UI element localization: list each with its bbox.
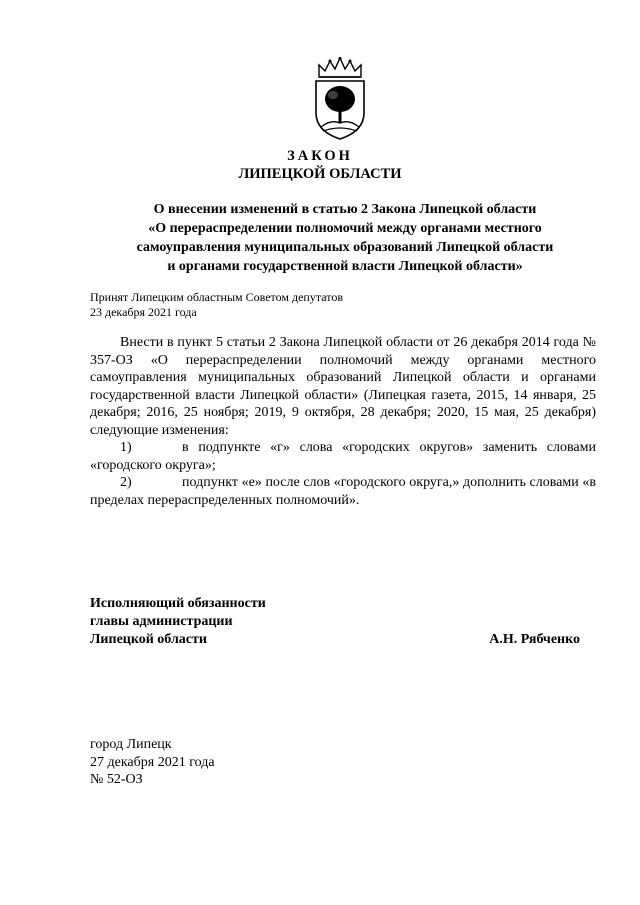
item-number: 2) bbox=[120, 475, 132, 490]
law-title bbox=[90, 200, 600, 276]
law-body bbox=[90, 334, 596, 509]
signatory-name: А.Н. Рябченко bbox=[489, 632, 580, 647]
item-text: подпункт «е» после слов «городского округа,» дополнить словами «в пределах перераспределенных полномочий». bbox=[90, 475, 596, 508]
law-title-line: «О перераспределении полномочий между органами местного bbox=[148, 221, 542, 236]
signature-block bbox=[90, 595, 590, 649]
body-intro: Внести в пункт 5 статьи 2 Закона Липецкой области от 26 декабря 2014 года № 357-ОЗ «О перераспределении полномочий между органами местного самоуправления муниципальных образований Липецкой области и органами государственной власти Липецкой области» (Липецкая газета, 2015, 14 января, 25 декабря; 2016, 25 ноября; 2019, 9 октября, 28 декабря; 2020, 15 мая, 25 декабря) следующие изменения: bbox=[90, 335, 596, 438]
law-title-line: самоуправления муниципальных образований Липецкой области bbox=[136, 240, 554, 255]
law-title-line: и органами государственной власти Липецкой области» bbox=[167, 259, 523, 274]
adoption-date: 23 декабря 2021 года bbox=[90, 305, 197, 319]
law-title-line: О внесении изменений в статью 2 Закона Липецкой области bbox=[153, 202, 537, 217]
item-number: 1) bbox=[120, 440, 132, 455]
region-title: ЛИПЕЦКОЙ ОБЛАСТИ bbox=[238, 166, 402, 182]
footer-city: город Липецк bbox=[90, 737, 172, 752]
signatory-position: Липецкой области bbox=[90, 632, 207, 647]
list-item bbox=[90, 439, 596, 474]
list-item bbox=[90, 474, 596, 509]
document-type-title: ЗАКОН bbox=[287, 148, 353, 164]
footer-date: 27 декабря 2021 года bbox=[90, 754, 215, 770]
signatory-position: Исполняющий обязанности bbox=[90, 596, 266, 611]
adoption-body: Принят Липецким областным Советом депутатов bbox=[90, 290, 344, 304]
coat-of-arms-icon bbox=[313, 57, 367, 141]
footer-number: № 52-ОЗ bbox=[90, 772, 143, 787]
signatory-position: главы администрации bbox=[90, 614, 233, 629]
item-text: в подпункте «г» слова «городских округов» заменить словами «городского округа»; bbox=[90, 440, 596, 473]
adoption-info bbox=[90, 290, 343, 320]
document-footer bbox=[90, 736, 215, 789]
